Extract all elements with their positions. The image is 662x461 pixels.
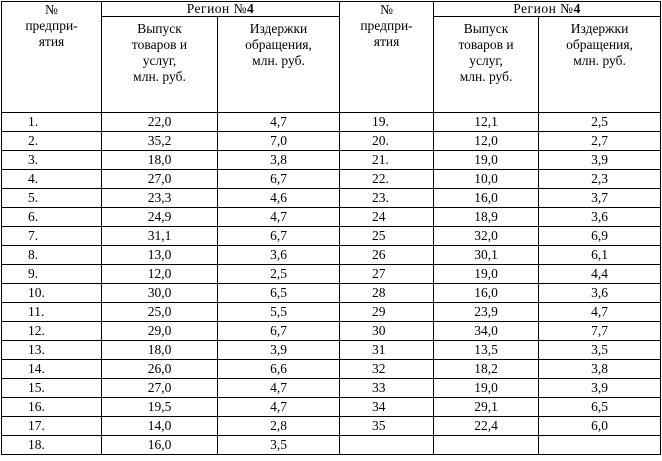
costs-cell: 7,7 (539, 322, 661, 341)
enterprise-number-cell: 9. (2, 265, 102, 284)
output-cell: 24,9 (102, 208, 218, 227)
enterprise-number-cell: 25 (340, 227, 434, 246)
num-header-line1: № (380, 2, 393, 17)
table-row (2, 398, 661, 417)
costs-cell: 6,5 (218, 284, 340, 303)
table-row (2, 227, 661, 246)
enterprise-number-cell: 26 (340, 246, 434, 265)
enterprise-data-table (1, 1, 661, 455)
output-cell: 30,0 (102, 284, 218, 303)
costs-cell: 3,6 (539, 208, 661, 227)
costs-cell: 4,7 (218, 398, 340, 417)
region-number: 4 (573, 1, 581, 16)
output-cell: 12,1 (434, 113, 539, 132)
output-cell: 29,0 (102, 322, 218, 341)
enterprise-number-cell: 6. (2, 208, 102, 227)
enterprise-number-cell: 32 (340, 360, 434, 379)
costs-cell: 3,5 (218, 436, 340, 455)
costs-cell: 4,7 (218, 113, 340, 132)
enterprise-number-cell: 4. (2, 170, 102, 189)
output-header (102, 17, 218, 113)
costs-cell: 4,4 (539, 265, 661, 284)
output-cell: 16,0 (102, 436, 218, 455)
costs-cell: 3,9 (539, 379, 661, 398)
table-row (2, 322, 661, 341)
output-header-line1: Выпуск (463, 21, 509, 36)
costs-header-line2: обращения, (566, 37, 633, 52)
output-cell: 30,1 (434, 246, 539, 265)
output-cell: 12,0 (434, 132, 539, 151)
output-cell (434, 436, 539, 455)
num-header-line1: № (45, 2, 58, 17)
output-cell: 23,3 (102, 189, 218, 208)
table-row (2, 132, 661, 151)
costs-cell: 4,7 (218, 379, 340, 398)
output-cell: 13,5 (434, 341, 539, 360)
costs-cell: 3,8 (539, 360, 661, 379)
table-row (2, 113, 661, 132)
output-header-right (434, 17, 539, 113)
enterprise-number-cell: 13. (2, 341, 102, 360)
enterprise-number-cell: 2. (2, 132, 102, 151)
costs-cell: 3,6 (218, 246, 340, 265)
costs-cell: 5,5 (218, 303, 340, 322)
output-header-line4: млн. руб. (459, 69, 513, 84)
output-cell: 12,0 (102, 265, 218, 284)
output-cell: 16,0 (434, 284, 539, 303)
costs-cell: 3,6 (539, 284, 661, 303)
enterprise-number-cell (340, 436, 434, 455)
enterprise-number-cell: 31 (340, 341, 434, 360)
enterprise-number-cell: 5. (2, 189, 102, 208)
enterprise-number-header (2, 2, 102, 113)
enterprise-number-cell: 35 (340, 417, 434, 436)
enterprise-number-header-right (340, 2, 434, 113)
table-row (2, 208, 661, 227)
output-cell: 26,0 (102, 360, 218, 379)
output-cell: 27,0 (102, 170, 218, 189)
output-cell: 35,2 (102, 132, 218, 151)
costs-cell: 2,8 (218, 417, 340, 436)
enterprise-number-cell: 1. (2, 113, 102, 132)
output-header-line2: товаров и (131, 37, 188, 52)
num-header-line2: предпри- (360, 18, 413, 33)
output-cell: 25,0 (102, 303, 218, 322)
costs-cell (539, 436, 661, 455)
costs-cell: 6,5 (539, 398, 661, 417)
enterprise-number-cell: 20. (340, 132, 434, 151)
costs-header-line2: обращения, (245, 37, 312, 52)
output-cell: 22,0 (102, 113, 218, 132)
table-row (2, 341, 661, 360)
output-cell: 29,1 (434, 398, 539, 417)
output-cell: 13,0 (102, 246, 218, 265)
num-header-line3: ятия (38, 34, 65, 49)
output-header-line2: товаров и (458, 37, 514, 52)
enterprise-number-cell: 7. (2, 227, 102, 246)
region-header-right (434, 2, 661, 17)
table-row (2, 436, 661, 455)
costs-cell: 6,7 (218, 170, 340, 189)
enterprise-number-cell: 12. (2, 322, 102, 341)
costs-header-right (539, 17, 661, 113)
costs-cell: 3,9 (218, 341, 340, 360)
output-cell: 27,0 (102, 379, 218, 398)
output-header-line1: Выпуск (137, 21, 182, 36)
enterprise-number-cell: 27 (340, 265, 434, 284)
output-cell: 10,0 (434, 170, 539, 189)
enterprise-number-cell: 15. (2, 379, 102, 398)
costs-cell: 7,0 (218, 132, 340, 151)
enterprise-number-cell: 24 (340, 208, 434, 227)
table-row (2, 189, 661, 208)
table-row (2, 284, 661, 303)
output-cell: 23,9 (434, 303, 539, 322)
output-cell: 19,0 (434, 379, 539, 398)
costs-cell: 3,8 (218, 151, 340, 170)
costs-cell: 3,7 (539, 189, 661, 208)
enterprise-number-cell: 11. (2, 303, 102, 322)
costs-cell: 2,7 (539, 132, 661, 151)
output-header-line3: услуг, (142, 53, 177, 68)
output-cell: 16,0 (434, 189, 539, 208)
enterprise-number-cell: 28 (340, 284, 434, 303)
costs-header-line3: млн. руб. (252, 53, 305, 68)
table-body (2, 113, 661, 455)
enterprise-number-cell: 23. (340, 189, 434, 208)
table-row (2, 246, 661, 265)
costs-cell: 6,7 (218, 227, 340, 246)
enterprise-number-cell: 14. (2, 360, 102, 379)
table-row (2, 360, 661, 379)
table-row (2, 170, 661, 189)
costs-cell: 3,5 (539, 341, 661, 360)
region-header-left (102, 2, 340, 17)
costs-cell: 2,3 (539, 170, 661, 189)
output-cell: 19,0 (434, 265, 539, 284)
output-cell: 22,4 (434, 417, 539, 436)
costs-cell: 4,7 (539, 303, 661, 322)
enterprise-number-cell: 10. (2, 284, 102, 303)
costs-cell: 6,1 (539, 246, 661, 265)
costs-header-line1: Издержки (249, 21, 308, 36)
costs-cell: 6,9 (539, 227, 661, 246)
output-header-line3: услуг, (469, 53, 503, 68)
enterprise-number-cell: 3. (2, 151, 102, 170)
enterprise-number-cell: 16. (2, 398, 102, 417)
output-cell: 18,0 (102, 341, 218, 360)
num-header-line2: предпри- (25, 18, 78, 33)
table-row (2, 417, 661, 436)
region-label: Регион № (186, 1, 248, 16)
costs-header (218, 17, 340, 113)
costs-cell: 4,7 (218, 208, 340, 227)
costs-cell: 6,7 (218, 322, 340, 341)
costs-cell: 2,5 (539, 113, 661, 132)
enterprise-number-cell: 19. (340, 113, 434, 132)
costs-cell: 6,6 (218, 360, 340, 379)
enterprise-number-cell: 21. (340, 151, 434, 170)
num-header-line3: ятия (373, 34, 400, 49)
costs-cell: 3,9 (539, 151, 661, 170)
table-row (2, 379, 661, 398)
output-cell: 19,5 (102, 398, 218, 417)
region-number: 4 (247, 1, 255, 16)
costs-header-line1: Издержки (570, 21, 629, 36)
enterprise-number-cell: 18. (2, 436, 102, 455)
output-cell: 19,0 (434, 151, 539, 170)
costs-cell: 2,5 (218, 265, 340, 284)
output-cell: 18,2 (434, 360, 539, 379)
output-cell: 32,0 (434, 227, 539, 246)
enterprise-number-cell: 29 (340, 303, 434, 322)
costs-cell: 4,6 (218, 189, 340, 208)
costs-header-line3: млн. руб. (573, 53, 626, 68)
output-cell: 14,0 (102, 417, 218, 436)
costs-cell: 6,0 (539, 417, 661, 436)
output-header-line4: млн. руб. (133, 69, 186, 84)
output-cell: 34,0 (434, 322, 539, 341)
output-cell: 31,1 (102, 227, 218, 246)
output-cell: 18,9 (434, 208, 539, 227)
output-cell: 18,0 (102, 151, 218, 170)
enterprise-number-cell: 17. (2, 417, 102, 436)
enterprise-number-cell: 8. (2, 246, 102, 265)
enterprise-number-cell: 30 (340, 322, 434, 341)
table-row (2, 265, 661, 284)
table-row (2, 303, 661, 322)
enterprise-number-cell: 22. (340, 170, 434, 189)
region-label: Регион № (513, 1, 574, 16)
table-row (2, 151, 661, 170)
enterprise-number-cell: 34 (340, 398, 434, 417)
enterprise-number-cell: 33 (340, 379, 434, 398)
